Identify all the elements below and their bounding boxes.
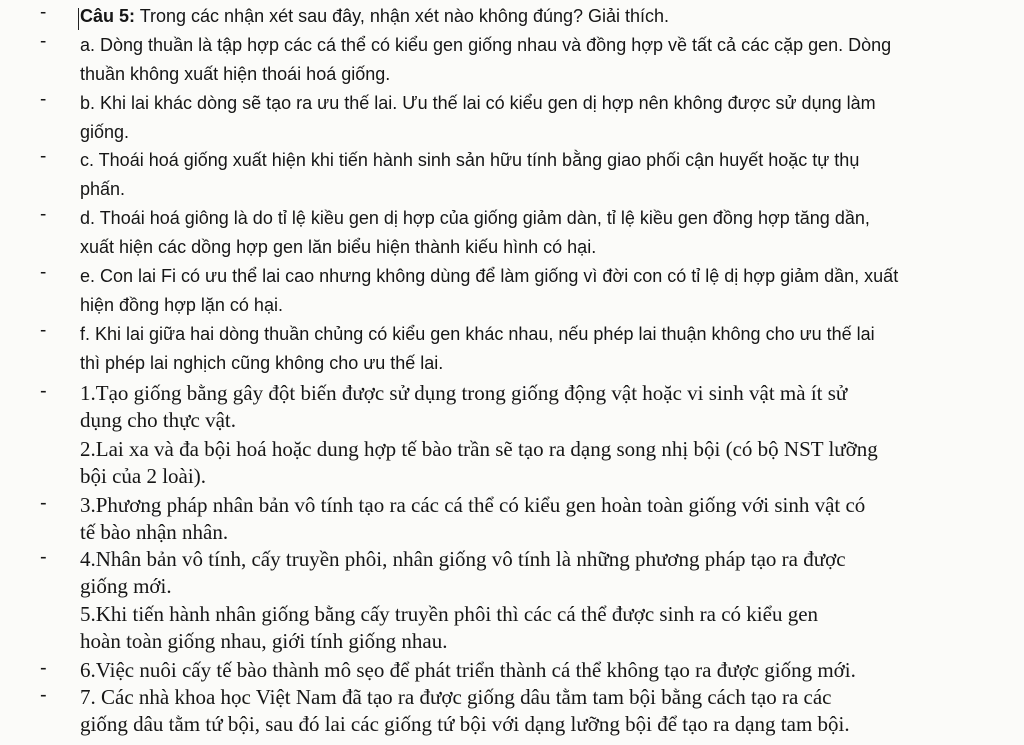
question-label: Câu 5: (80, 6, 136, 26)
option-text: c. Thoái hoá giống xuất hiện khi tiến hành sinh sản hữu tính bằng giao phối cận huyết hoặc tự thụ phấn. (80, 150, 860, 199)
list-dash: - (40, 380, 47, 402)
question-text (80, 2, 984, 31)
list-dash: - (40, 204, 47, 225)
list-dash: - (40, 31, 47, 52)
list-dash: - (40, 2, 47, 23)
statement-text: 2.Lai xa và đa bội hoá hoặc dung hợp tế bào trần sẽ tạo ra dạng song nhị bội (có bộ NST lưỡng bội của 2 loài). (80, 437, 878, 488)
option-text: f. Khi lai giữa hai dòng thuần chủng có kiểu gen khác nhau, nếu phép lai thuận không cho ưu thế lai thì phép lai nghịch cũng không cho ưu thế lai. (80, 324, 875, 373)
option-text: e. Con lai Fi có ưu thể lai cao nhưng không dùng để làm giống vì đời con có tỉ lệ dị hợp giảm dần, xuất hiện đồng hợp lặn có hại. (80, 266, 899, 315)
statement-text: 5.Khi tiến hành nhân giống bằng cấy truyền phôi thì các cá thể được sinh ra có kiểu gen hoàn toàn giống nhau, giới tính giống nhau. (80, 602, 819, 653)
option-text: b. Khi lai khác dòng sẽ tạo ra ưu thế lai. Ưu thế lai có kiểu gen dị hợp nên không được sử dụng làm giống. (80, 93, 876, 142)
statement-text: 3.Phương pháp nhân bản vô tính tạo ra các cá thể có kiểu gen hoàn toàn giống với sinh vật có tế bào nhận nhân. (80, 493, 866, 544)
list-dash: - (40, 320, 47, 341)
text-cursor (78, 8, 79, 30)
statement-text: 1.Tạo giống bằng gây đột biến được sử dụng trong giống động vật hoặc vi sinh vật mà ít sử dụng cho thực vật. (80, 381, 848, 432)
question-body: Trong các nhận xét sau đây, nhận xét nào không đúng? Giải thích. (135, 6, 670, 26)
list-dash: - (40, 657, 47, 679)
option-text: a. Dòng thuần là tập hợp các cá thể có kiểu gen giống nhau và đồng hợp về tất cả các cặp gen. Dòng thuần không xuất hiện thoái hoá giống. (80, 35, 892, 84)
list-dash: - (40, 262, 47, 283)
statement-text: 4.Nhân bản vô tính, cấy truyền phôi, nhân giống vô tính là những phương pháp tạo ra được giống mới. (80, 547, 846, 598)
statement-text: 7. Các nhà khoa học Việt Nam đã tạo ra được giống dâu tằm tam bội bằng cách tạo ra các giống dâu tằm tứ bội, sau đó lai các giống tứ bội với dạng lưỡng bội để tạo ra dạng tam bội. (80, 685, 850, 736)
list-dash: - (40, 146, 47, 167)
list-dash: - (40, 492, 47, 514)
list-dash: - (40, 89, 47, 110)
list-dash: - (40, 684, 47, 706)
list-dash: - (40, 546, 47, 568)
statement-text: 6.Việc nuôi cấy tế bào thành mô sẹo để phát triển thành cá thể không tạo ra được giống mới. (80, 658, 856, 682)
option-text: d. Thoái hoá giông là do tỉ lệ kiều gen dị hợp của giống giảm dàn, tỉ lệ kiều gen đồng hợp tăng dần, xuất hiện các dồng hợp gen lăn biểu hiện thành kiếu hình có hại. (80, 208, 870, 257)
